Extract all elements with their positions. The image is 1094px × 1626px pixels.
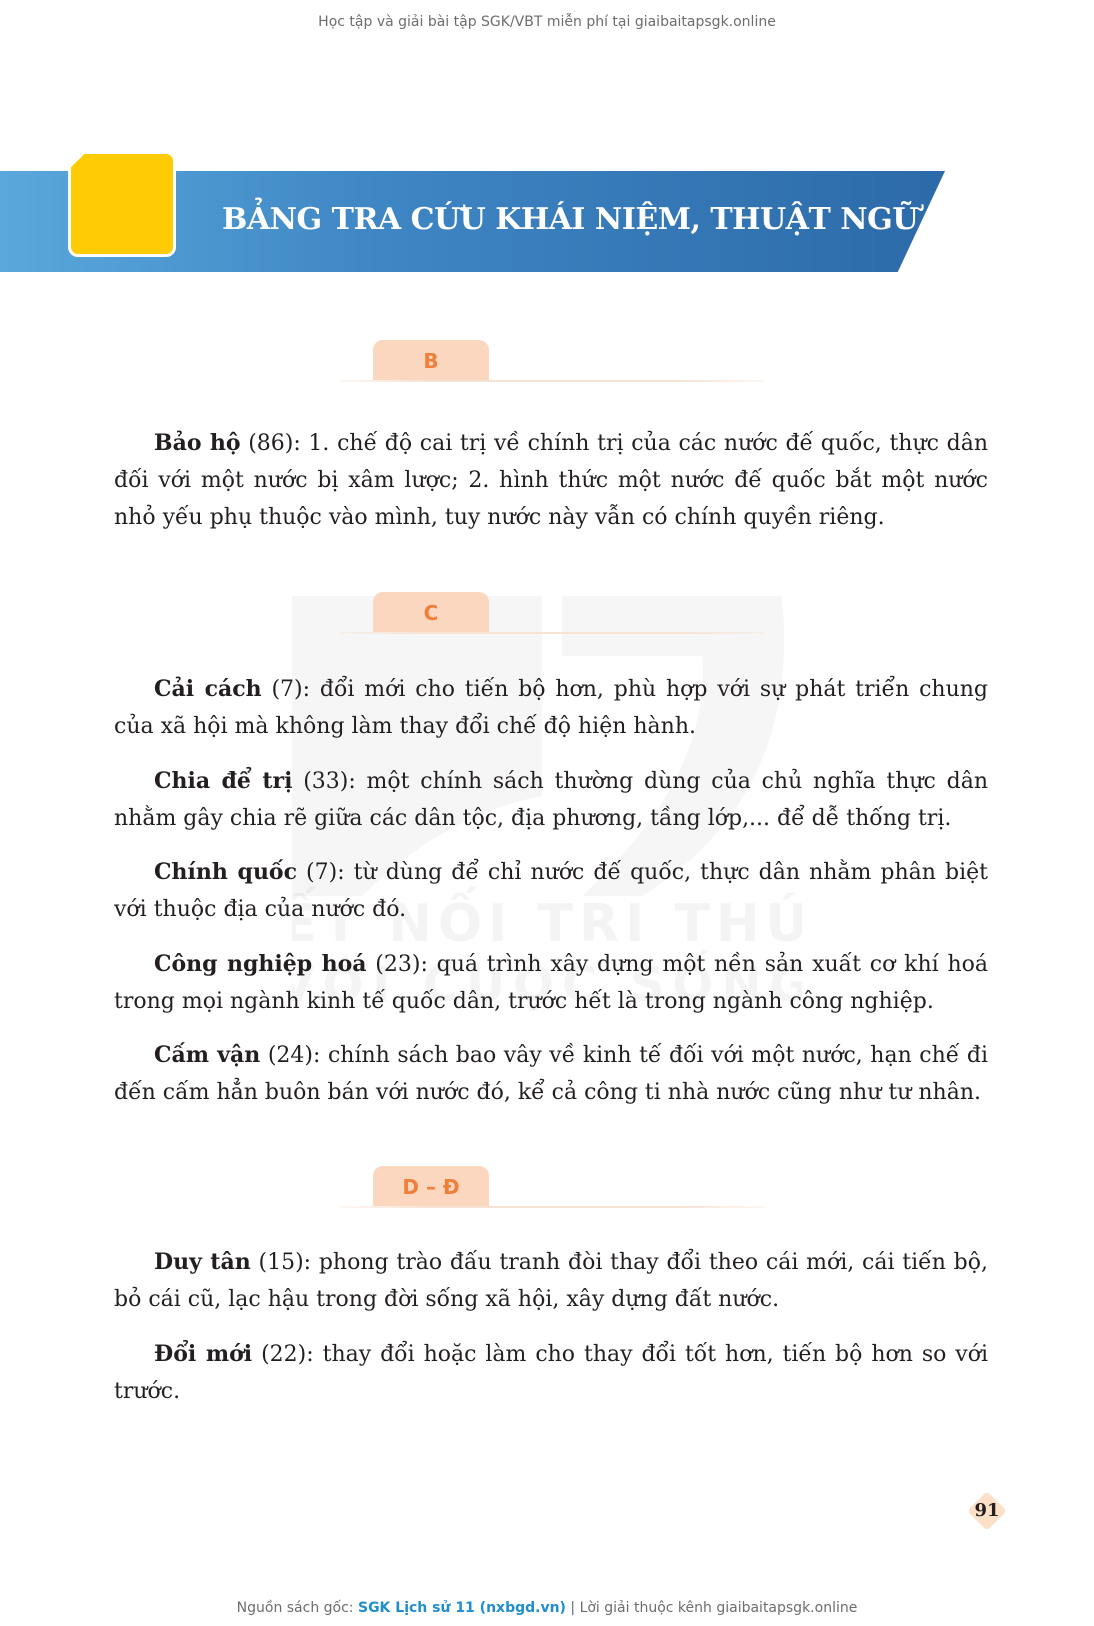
- banner-tab: [68, 151, 176, 257]
- entry-definition: (33): một chính sách thường dùng của chủ nghĩa thực dân nhằm gây chia rẽ giữa các dân tộc, địa phương, tầng lớp,... để dễ thống trị.: [114, 769, 988, 831]
- section-header-c: [340, 592, 765, 634]
- entry-term: Cấm vận: [154, 1042, 261, 1068]
- entry-definition: (22): thay đổi hoặc làm cho thay đổi tốt hơn, tiến bộ hơn so với trước.: [114, 1342, 988, 1404]
- section-letter: C: [373, 592, 489, 632]
- entry-term: Chia để trị: [154, 768, 293, 794]
- glossary-entry: [114, 1336, 988, 1410]
- entry-term: Đổi mới: [154, 1341, 253, 1367]
- section-rule: [340, 632, 765, 634]
- footer-source-link[interactable]: SGK Lịch sử 11 (nxbgd.vn): [357, 1600, 566, 1616]
- glossary-entry: [114, 1037, 988, 1111]
- section-letter: D – Đ: [373, 1166, 489, 1206]
- section-rule: [340, 1206, 765, 1208]
- glossary-entry: [114, 946, 988, 1020]
- glossary-entry: [114, 763, 988, 837]
- entry-definition: (15): phong trào đấu tranh đòi thay đổi theo cái mới, cái tiến bộ, bỏ cái cũ, lạc hậu trong đời sống xã hội, xây dựng đất nước.: [114, 1250, 988, 1312]
- page-number-text: 91: [974, 1500, 1000, 1521]
- watermark-leaf-left: [292, 596, 542, 896]
- section-header-b: [340, 340, 765, 382]
- entry-term: Bảo hộ: [154, 430, 241, 456]
- entry-term: Duy tân: [154, 1249, 251, 1275]
- glossary-entry: [114, 1244, 988, 1318]
- watermark-leaf-right: [562, 596, 784, 896]
- header-note: Học tập và giải bài tập SGK/VBT miễn phí tại giaibaitapsgk.online: [318, 14, 776, 30]
- footer: [0, 1600, 1094, 1616]
- glossary-entry: [114, 671, 988, 745]
- page-title: BẢNG TRA CỨU KHÁI NIỆM, THUẬT NGỮ: [222, 202, 918, 237]
- section-letter: B: [373, 340, 489, 380]
- footer-prefix: Nguồn sách gốc:: [236, 1600, 358, 1616]
- glossary-entry: [114, 854, 988, 928]
- entry-definition: (24): chính sách bao vây về kinh tế đối với một nước, hạn chế đi đến cấm hẳn buôn bán với nước đó, kể cả công ti nhà nước cũng như tư nhân.: [114, 1043, 988, 1105]
- entry-definition: (86): 1. chế độ cai trị về chính trị của các nước đế quốc, thực dân đối với một nước bị xâm lược; 2. hình thức một nước đế quốc bắt một nước nhỏ yếu phụ thuộc vào mình, tuy nước này vẫn có chính quyền riêng.: [114, 431, 988, 530]
- glossary-entry: [114, 425, 988, 536]
- entry-definition: (7): đổi mới cho tiến bộ hơn, phù hợp với sự phát triển chung của xã hội mà không làm thay đổi chế độ hiện hành.: [114, 677, 988, 739]
- entry-term: Công nghiệp hoá: [154, 951, 367, 977]
- page-number: [967, 1491, 1007, 1531]
- entry-definition: (23): quá trình xây dựng một nền sản xuất cơ khí hoá trong mọi ngành kinh tế quốc dân, trước hết là trong ngành công nghiệp.: [114, 952, 988, 1014]
- entry-term: Chính quốc: [154, 859, 298, 885]
- section-rule: [340, 380, 765, 382]
- entry-definition: (7): từ dùng để chỉ nước đế quốc, thực dân nhằm phân biệt với thuộc địa của nước đó.: [114, 860, 988, 922]
- footer-suffix: | Lời giải thuộc kênh giaibaitapsgk.online: [565, 1600, 858, 1616]
- entry-term: Cải cách: [154, 676, 262, 702]
- section-header-d: [340, 1166, 765, 1208]
